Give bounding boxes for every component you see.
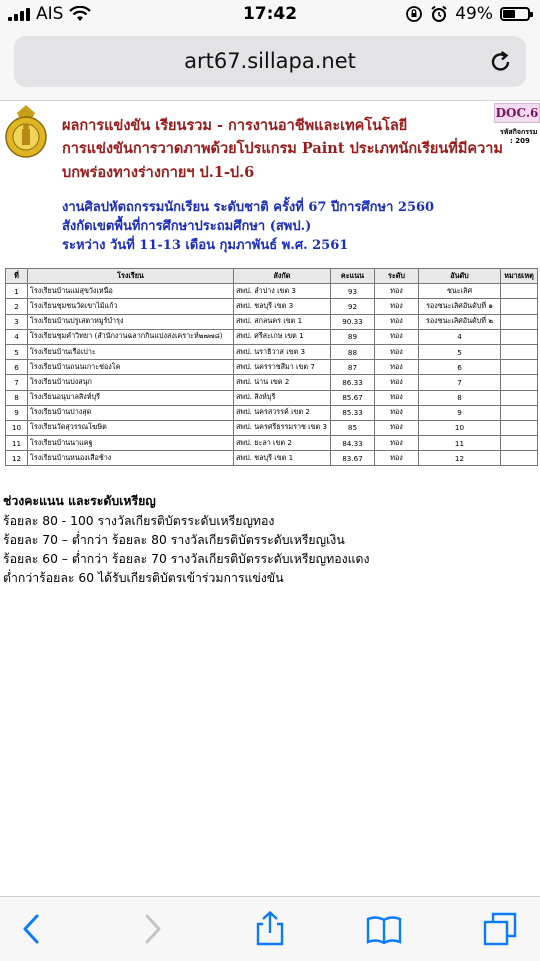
table-cell — [501, 451, 538, 466]
table-cell: 92 — [331, 299, 375, 314]
table-cell: 93 — [331, 284, 375, 299]
table-cell: รองชนะเลิศอันดับที่ ๑ — [419, 299, 501, 314]
table-cell: โรงเรียนอนุบาลสิงห์บุรี — [28, 390, 234, 405]
subtitle-line-1: งานศิลปหัตถกรรมนักเรียน ระดับชาติ ครั้งที่ 67 ปีการศึกษา 2560 — [62, 200, 435, 215]
column-header: โรงเรียน — [28, 269, 234, 284]
table-cell: โรงเรียนบ้านถนนเกาะช่องโค — [28, 360, 234, 375]
table-cell: 4 — [419, 329, 501, 344]
table-cell — [501, 314, 538, 329]
column-header: ที่ — [6, 269, 28, 284]
table-cell: 86.33 — [331, 375, 375, 390]
legend-line: ร้อยละ 80 - 100 รางวัลเกียรติบัตรระดับเหรียญทอง — [3, 514, 275, 528]
table-cell: 9 — [419, 405, 501, 420]
tabs-icon[interactable] — [482, 911, 518, 947]
table-cell: 8 — [419, 390, 501, 405]
table-row — [6, 390, 538, 405]
table-cell: 87 — [331, 360, 375, 375]
alarm-icon — [430, 5, 448, 23]
table-cell — [501, 375, 538, 390]
column-header: หมายเหตุ — [501, 269, 538, 284]
table-cell: ทอง — [375, 420, 419, 435]
battery-fill — [503, 10, 515, 18]
address-bar[interactable] — [14, 36, 526, 87]
table-cell: 7 — [6, 375, 28, 390]
table-cell: โรงเรียนบ้านปงสนุก — [28, 375, 234, 390]
results-table — [5, 268, 538, 466]
table-cell: สพป. นราธิวาส เขต 3 — [234, 344, 331, 359]
table-body — [6, 284, 538, 466]
table-row — [6, 451, 538, 466]
table-cell: ทอง — [375, 390, 419, 405]
table-cell: โรงเรียนวัดสุวรรณโฆษิต — [28, 420, 234, 435]
browser-toolbar — [0, 896, 540, 961]
activity-code-label: รหัสกิจกรรม — [500, 128, 538, 136]
column-header: สังกัด — [234, 269, 331, 284]
legend-line: ต่ำกว่าร้อยละ 60 ได้รับเกียรติบัตรเข้าร่วมการแข่งขัน — [3, 571, 284, 585]
table-cell: 83.67 — [331, 451, 375, 466]
table-cell: ทอง — [375, 299, 419, 314]
status-right-group — [405, 4, 530, 24]
table-cell: 1 — [6, 284, 28, 299]
table-cell — [501, 420, 538, 435]
table-cell: สพป. นครศรีธรรมราช เขต 3 — [234, 420, 331, 435]
table-cell — [501, 390, 538, 405]
table-cell: สพป. ศรีสะเกษ เขต 1 — [234, 329, 331, 344]
table-cell — [501, 299, 538, 314]
share-icon[interactable] — [252, 911, 288, 947]
table-cell: 89 — [331, 329, 375, 344]
table-cell: สพป. สิงห์บุรี — [234, 390, 331, 405]
table-cell: ทอง — [375, 314, 419, 329]
table-cell: โรงเรียนชุมคำวิทยา (สำนักงานฉลากกินแบ่งสงเคราะห์๒๗๗๘) — [28, 329, 234, 344]
table-row — [6, 314, 538, 329]
table-cell: 11 — [419, 436, 501, 451]
page-title-line-3: บกพร่องทางร่างกายฯ ป.1-ป.6 — [62, 164, 255, 181]
activity-code-value: : 209 — [510, 137, 530, 145]
table-cell: 10 — [6, 420, 28, 435]
carrier-name: AIS — [36, 4, 64, 24]
table-cell: 8 — [6, 390, 28, 405]
table-cell — [501, 405, 538, 420]
table-cell: โรงเรียนบ้านเรือเปาะ — [28, 344, 234, 359]
page-title-line-2: การแข่งขันการวาดภาพด้วยโปรแกรม Paint ประเภทนักเรียนที่มีความ — [62, 140, 503, 157]
table-cell — [501, 284, 538, 299]
battery-icon — [500, 7, 530, 21]
table-cell: 10 — [419, 420, 501, 435]
reload-icon[interactable] — [488, 49, 514, 75]
status-bar — [0, 0, 540, 30]
table-cell: 6 — [6, 360, 28, 375]
table-cell: ชนะเลิศ — [419, 284, 501, 299]
table-cell: 85 — [331, 420, 375, 435]
legend-line: ร้อยละ 60 – ต่ำกว่า ร้อยละ 70 รางวัลเกียรติบัตรระดับเหรียญทองแดง — [3, 552, 370, 566]
table-cell: ทอง — [375, 375, 419, 390]
table-cell: 6 — [419, 360, 501, 375]
table-row — [6, 405, 538, 420]
ministry-emblem-logo — [3, 103, 49, 159]
table-cell: ทอง — [375, 451, 419, 466]
table-row — [6, 299, 538, 314]
table-cell: 5 — [6, 344, 28, 359]
subtitle-line-3: ระหว่าง วันที่ 11-13 เดือน กุมภาพันธ์ พ.ศ. 2561 — [62, 238, 349, 253]
table-cell: 90.33 — [331, 314, 375, 329]
browser-address-area — [0, 30, 540, 101]
table-row — [6, 284, 538, 299]
table-cell: 85.67 — [331, 390, 375, 405]
table-row — [6, 329, 538, 344]
table-cell: รองชนะเลิศอันดับที่ ๒ — [419, 314, 501, 329]
table-cell — [501, 329, 538, 344]
table-cell: สพป. สกลนคร เขต 1 — [234, 314, 331, 329]
table-cell: 85.33 — [331, 405, 375, 420]
table-row — [6, 375, 538, 390]
url-text[interactable]: art67.sillapa.net — [184, 49, 356, 73]
column-header: คะแนน — [331, 269, 375, 284]
table-row — [6, 360, 538, 375]
table-cell: 4 — [6, 329, 28, 344]
legend-heading: ช่วงคะแนน และระดับเหรียญ — [3, 494, 156, 508]
table-cell: สพป. ยะลา เขต 2 — [234, 436, 331, 451]
table-row — [6, 436, 538, 451]
table-cell: 3 — [6, 314, 28, 329]
legend-line: ร้อยละ 70 – ต่ำกว่า ร้อยละ 80 รางวัลเกียรติบัตรระดับเหรียญเงิน — [3, 533, 345, 547]
table-cell: 11 — [6, 436, 28, 451]
table-cell: ทอง — [375, 344, 419, 359]
doc-code-badge: DOC.6 — [494, 103, 540, 123]
table-cell: สพป. ชลบุรี เขต 3 — [234, 299, 331, 314]
table-cell: 12 — [6, 451, 28, 466]
table-cell: ทอง — [375, 284, 419, 299]
table-cell: 84.33 — [331, 436, 375, 451]
table-header-row — [6, 269, 538, 284]
table-cell — [501, 360, 538, 375]
orientation-lock-icon — [405, 5, 423, 23]
table-cell: ทอง — [375, 329, 419, 344]
table-cell: 9 — [6, 405, 28, 420]
bookmarks-icon[interactable] — [366, 911, 402, 947]
table-cell: โรงเรียนบ้านปางสุด — [28, 405, 234, 420]
table-cell: โรงเรียนบ้านหนองเสือช้าง — [28, 451, 234, 466]
table-cell: สพป. นครสวรรค์ เขต 2 — [234, 405, 331, 420]
column-header: ระดับ — [375, 269, 419, 284]
table-cell: โรงเรียนบ้านนาแคฐ — [28, 436, 234, 451]
forward-icon[interactable] — [134, 911, 170, 947]
table-cell: 2 — [6, 299, 28, 314]
clock: 17:42 — [242, 4, 298, 24]
document-page — [0, 101, 540, 896]
column-header: อันดับ — [419, 269, 501, 284]
table-cell: ทอง — [375, 436, 419, 451]
table-cell: สพป. นครราชสีมา เขต 7 — [234, 360, 331, 375]
table-cell: โรงเรียนชุมชนวัดเขาไม้แก้ว — [28, 299, 234, 314]
table-cell: สพป. ลำปาง เขต 3 — [234, 284, 331, 299]
table-row — [6, 420, 538, 435]
subtitle-line-2: สังกัดเขตพื้นที่การศึกษาประถมศึกษา (สพป.) — [62, 219, 312, 234]
table-row — [6, 344, 538, 359]
table-cell: 7 — [419, 375, 501, 390]
table-cell: ทอง — [375, 405, 419, 420]
table-cell: 12 — [419, 451, 501, 466]
battery-percent: 49% — [455, 4, 493, 24]
table-cell: 5 — [419, 344, 501, 359]
table-cell: ทอง — [375, 360, 419, 375]
table-cell — [501, 436, 538, 451]
table-cell: สพป. น่าน เขต 2 — [234, 375, 331, 390]
table-cell: 88 — [331, 344, 375, 359]
table-cell: โรงเรียนบ้านปรูเสตาหมูร์บำรุง — [28, 314, 234, 329]
table-cell: โรงเรียนบ้านแม่สุขวังเหนือ — [28, 284, 234, 299]
table-cell — [501, 344, 538, 359]
table-cell: สพป. ชลบุรี เขต 1 — [234, 451, 331, 466]
back-icon[interactable] — [14, 911, 50, 947]
page-title-line-1: ผลการแข่งขัน เรียนรวม - การงานอาชีพและเทคโนโลยี — [62, 117, 408, 134]
